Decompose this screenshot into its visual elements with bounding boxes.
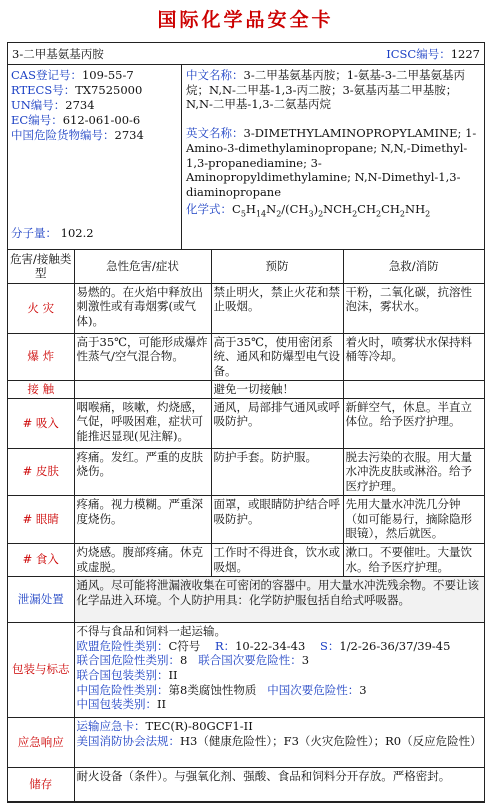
un-pack-value: II	[168, 667, 178, 682]
r-value: 10-22-34-43	[235, 638, 306, 653]
un-value: 2734	[65, 98, 95, 112]
ec-row	[11, 113, 178, 128]
rtecs-row	[11, 83, 178, 98]
un-class-value: 8	[180, 653, 188, 668]
packaging-label: 包装与标志	[8, 622, 74, 717]
spill-row	[8, 576, 484, 622]
prevention-cell: 面罩，或眼睛防护结合呼吸防护。	[211, 495, 343, 543]
s-label: S：	[319, 638, 340, 653]
first-aid-cell: 脱去污染的衣服。用大量水冲洗皮肤或淋浴。给予医疗护理。	[343, 448, 484, 495]
acute-cell: 疼痛。发红。严重的皮肤烧伤。	[74, 448, 211, 495]
emergency-card-value: TEC(R)-80GCF1-II	[145, 718, 253, 733]
un-sub-label: 联合国次要危险性：	[198, 653, 302, 668]
en-name-value: 3-DIMETHYLAMINOPROPYLAMINE; 1-Amino-3-dimethylaminopropane; N,N,-Dimethyl-1,3-propanediamine; 3-Aminopropyldimethylamine; N,N-Dimethyl-1,3-diaminopropane	[186, 126, 477, 200]
icsc-number	[386, 47, 480, 64]
rtecs-value: TX7525000	[75, 83, 143, 97]
header-type: 危害/接触类型	[8, 250, 74, 283]
header-first-aid: 急救/消防	[343, 250, 484, 283]
un-pack-line	[77, 668, 483, 683]
identifiers-left	[8, 65, 182, 249]
eu-class-value: C符号	[168, 638, 201, 653]
un-row	[11, 98, 178, 113]
hazard-row-exposure	[8, 380, 484, 398]
prevention-cell: 通风，局部排气通风或呼吸防护。	[211, 398, 343, 448]
cas-label: CAS登记号：	[11, 68, 82, 82]
first-aid-cell	[343, 380, 484, 398]
first-aid-cell: 着火时，喷雾状水保持料桶等冷却。	[343, 333, 484, 380]
prevention-cell: 工作时不得进食，饮水或吸烟。	[211, 543, 343, 576]
cas-row	[11, 68, 178, 83]
cn-class-label: 中国危险性类别：	[76, 682, 169, 697]
emergency-label: 应急响应	[8, 717, 74, 767]
s-value: 1/2-26-36/37/39-45	[339, 638, 451, 653]
rtecs-label: RTECS号：	[11, 83, 76, 97]
un-class-label: 联合国危险性类别：	[76, 653, 180, 668]
hazard-table	[8, 250, 484, 802]
prevention-cell: 禁止明火，禁止火花和禁止吸烟。	[211, 283, 343, 333]
acute-cell	[74, 380, 211, 398]
emergency-content	[74, 717, 484, 767]
cn-danger-label: 中国危险货物编号：	[11, 128, 115, 142]
emergency-card-label: 运输应急卡：	[76, 718, 146, 733]
emergency-card-line	[77, 719, 483, 734]
packaging-content	[74, 622, 484, 717]
name-bar	[8, 43, 484, 65]
hazard-type: 接 触	[8, 380, 74, 398]
storage-label: 储存	[8, 767, 74, 801]
formula-value: $C_5H_{14}N_2/(CH_3)_2NCH_2CH_2CH_2NH_2$	[232, 201, 431, 219]
hazard-row-explosion	[8, 333, 484, 380]
first-aid-cell: 干粉，二氧化碳，抗溶性泡沫，雾状水。	[343, 283, 484, 333]
formula-label: 化学式：	[186, 201, 232, 216]
cn-danger-value: 2734	[114, 128, 144, 142]
cn-sub-value: 3	[359, 682, 367, 697]
header-acute: 急性危害/症状	[74, 250, 211, 283]
eu-class-line	[77, 639, 483, 654]
header-prevention: 预防	[211, 250, 343, 283]
un-pack-label: 联合国包装类别：	[76, 667, 169, 682]
identifiers-right	[182, 65, 484, 249]
hazard-type: 爆 炸	[8, 333, 74, 380]
hazard-row-eyes	[8, 495, 484, 543]
nfpa-line	[77, 734, 483, 749]
prevention-cell: 避免一切接触！	[211, 380, 343, 398]
cn-pack-label: 中国包装类别：	[76, 697, 157, 712]
hazard-table-header	[8, 250, 484, 283]
cn-sub-label: 中国次要危险性：	[267, 682, 360, 697]
acute-cell: 高于35℃，可能形成爆炸性蒸气/空气混合物。	[74, 333, 211, 380]
first-aid-cell: 先用大量水冲洗几分钟（如可能易行，摘除隐形眼镜），然后就医。	[343, 495, 484, 543]
mw-value: 102.2	[60, 226, 94, 240]
hazard-type: # 食入	[8, 543, 74, 576]
ec-value: 612-061-00-6	[62, 113, 141, 127]
cn-danger-row	[11, 128, 178, 143]
hazard-row-inhalation	[8, 398, 484, 448]
first-aid-cell: 新鲜空气，休息。半直立体位。给予医疗护理。	[343, 398, 484, 448]
cn-name-label: 中文名称：	[186, 68, 244, 82]
un-sub-value: 3	[301, 653, 310, 668]
cas-value: 109-55-7	[81, 68, 134, 82]
hazard-type: 火 灾	[8, 283, 74, 333]
storage-text: 耐火设备（条件）。与强氧化剂、强酸、食品和饲料分开存放。严格密封。	[74, 767, 484, 801]
hazard-row-fire	[8, 283, 484, 333]
icsc-value: 1227	[450, 47, 480, 61]
acute-cell: 易燃的。在火焰中释放出刺激性或有毒烟雾(或气体)。	[74, 283, 211, 333]
spill-label: 泄漏处置	[8, 576, 74, 622]
nfpa-value: H3（健康危险性）；F3（火灾危险性）；R0（反应危险性）	[180, 733, 482, 748]
molecular-weight-row	[11, 226, 94, 241]
eu-class-label: 欧盟危险性类别：	[76, 638, 169, 653]
safety-card	[7, 42, 485, 803]
packaging-row	[8, 622, 484, 717]
ec-label: EC编号：	[11, 113, 63, 127]
cn-name-value: 3-二甲基氨基丙胺；1-氨基-3-二甲基氨基丙烷；N,N-二甲基-1,3-丙二胺；3-氨基丙基二甲基胺；N,N-二甲基-1,3-二氨基丙烷	[186, 68, 465, 112]
spill-text: 通风。尽可能将泄漏液收集在可密闭的容器中。用大量水冲洗残余物。不要让该化学品进入环境。个人防护用具：化学防护服包括自给式呼吸器。	[74, 576, 484, 622]
mw-label: 分子量：	[11, 226, 57, 240]
cn-class-line	[77, 683, 483, 698]
icsc-label: ICSC编号：	[386, 47, 451, 61]
prevention-cell: 防护手套。防护服。	[211, 448, 343, 495]
cn-pack-value: II	[157, 697, 167, 712]
nfpa-label: 美国消防协会法规：	[76, 733, 180, 748]
chinese-name	[186, 68, 480, 112]
english-name	[186, 126, 480, 200]
storage-row	[8, 767, 484, 801]
acute-cell: 咽喉痛，咳嗽，灼烧感，气促，呼吸困难，症状可能推迟显现(见注解)。	[74, 398, 211, 448]
hazard-row-skin	[8, 448, 484, 495]
card-title: 国际化学品安全卡	[157, 9, 334, 31]
un-label: UN编号：	[11, 98, 66, 112]
acute-cell: 灼烧感。腹部疼痛。休克或虚脱。	[74, 543, 211, 576]
identifiers-section	[8, 65, 484, 250]
formula	[186, 202, 480, 220]
en-name-label: 英文名称：	[186, 126, 244, 141]
hazard-type: # 吸入	[8, 398, 74, 448]
hazard-type: # 皮肤	[8, 448, 74, 495]
cn-class-value: 第8类腐蚀性物质	[168, 682, 257, 697]
hazard-type: # 眼睛	[8, 495, 74, 543]
cn-pack-line	[77, 697, 483, 712]
first-aid-cell: 漱口。不要催吐。大量饮水。给予医疗护理。	[343, 543, 484, 576]
un-class-line	[77, 653, 483, 668]
prevention-cell: 高于35℃，使用密闭系统、通风和防爆型电气设备。	[211, 333, 343, 380]
packaging-note: 不得与食品和饲料一起运输。	[76, 623, 226, 638]
r-label: R：	[214, 638, 236, 653]
chemical-name: 3-二甲基氨基丙胺	[12, 47, 104, 61]
emergency-row	[8, 717, 484, 767]
hazard-row-ingestion	[8, 543, 484, 576]
acute-cell: 疼痛。视力模糊。严重深度烧伤。	[74, 495, 211, 543]
